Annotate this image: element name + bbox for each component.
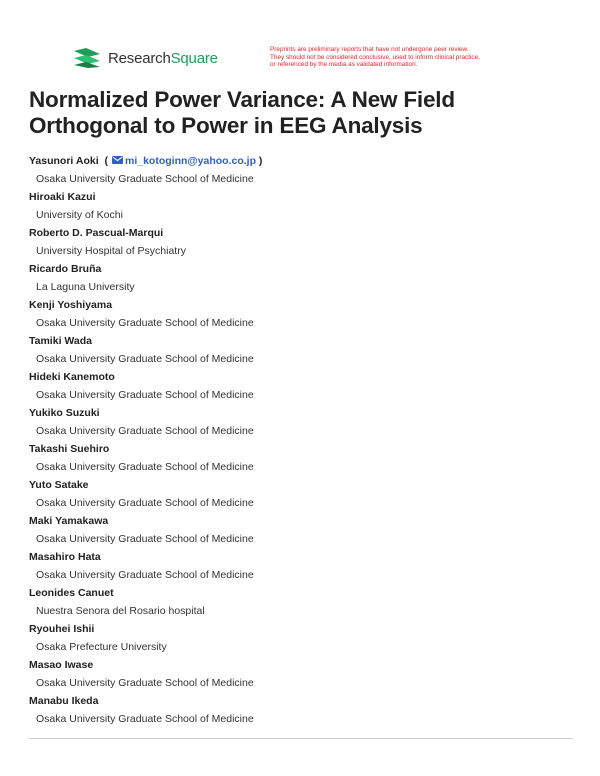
author-name-line — [29, 153, 569, 169]
author-entry — [29, 657, 569, 693]
author-name: Yasunori Aoki — [29, 155, 99, 167]
author-entry — [29, 621, 569, 657]
author-affiliation: Osaka University Graduate School of Medicine — [36, 353, 254, 365]
author-entry — [29, 585, 569, 621]
author-entry — [29, 225, 569, 261]
divider — [29, 738, 573, 739]
author-name: Ryouhei Ishii — [29, 623, 95, 635]
header — [0, 0, 600, 80]
research-square-logo[interactable] — [74, 48, 218, 68]
author-name: Kenji Yoshiyama — [29, 299, 113, 311]
author-name: Takashi Suehiro — [29, 443, 110, 455]
author-entry — [29, 441, 569, 477]
author-entry — [29, 513, 569, 549]
research-square-logo-icon — [74, 48, 100, 68]
preprint-disclaimer — [270, 46, 545, 69]
author-affiliation: Osaka University Graduate School of Medicine — [36, 713, 254, 725]
paren-open: ( — [101, 155, 108, 167]
author-entry — [29, 153, 569, 189]
logo-text-research: Research — [108, 49, 171, 67]
paper-title-line: Orthogonal to Power in EEG Analysis — [29, 113, 423, 138]
author-name: Roberto D. Pascual-Marqui — [29, 227, 164, 239]
author-affiliation: Osaka University Graduate School of Medicine — [36, 461, 254, 473]
mail-icon — [112, 156, 123, 164]
author-name: Leonides Canuet — [29, 587, 114, 599]
author-email-link[interactable]: mi_kotoginn@yahoo.co.jp — [124, 155, 256, 167]
author-affiliation: Osaka University Graduate School of Medicine — [36, 497, 254, 509]
disclaimer-line: They should not be considered conclusive, used to inform clinical practice, — [270, 53, 480, 61]
paper-title — [29, 87, 569, 139]
author-affiliation: Osaka University Graduate School of Medicine — [36, 173, 254, 185]
author-affiliation: Osaka University Graduate School of Medicine — [36, 389, 254, 401]
author-entry — [29, 549, 569, 585]
author-affiliation: Osaka University Graduate School of Medicine — [36, 677, 254, 689]
paper-title-line: Normalized Power Variance: A New Field — [29, 87, 455, 112]
author-name: Manabu Ikeda — [29, 695, 99, 707]
author-affiliation: Nuestra Senora del Rosario hospital — [36, 605, 205, 617]
author-affiliation: University Hospital of Psychiatry — [36, 245, 186, 257]
author-entry — [29, 333, 569, 369]
author-name: Hideki Kanemoto — [29, 371, 115, 383]
author-name: Ricardo Bruña — [29, 263, 102, 275]
author-name: Tamiki Wada — [29, 335, 93, 347]
disclaimer-line: or referenced by the media as validated information. — [270, 61, 418, 69]
author-entry — [29, 405, 569, 441]
logo-text — [108, 50, 218, 67]
logo-text-square: Square — [170, 49, 218, 67]
author-name: Maki Yamakawa — [29, 515, 109, 527]
author-name: Hiroaki Kazui — [29, 191, 96, 203]
author-name: Yukiko Suzuki — [29, 407, 100, 419]
author-entry — [29, 189, 569, 225]
author-list — [29, 153, 569, 729]
author-name: Masahiro Hata — [29, 551, 101, 563]
author-affiliation: University of Kochi — [36, 209, 123, 221]
author-affiliation: Osaka University Graduate School of Medicine — [36, 425, 254, 437]
paren-close: ) — [255, 155, 263, 167]
author-affiliation: Osaka University Graduate School of Medicine — [36, 569, 254, 581]
author-affiliation: Osaka University Graduate School of Medicine — [36, 533, 254, 545]
author-entry — [29, 477, 569, 513]
author-affiliation: Osaka Prefecture University — [36, 641, 167, 653]
author-entry — [29, 693, 569, 729]
author-name: Masao Iwase — [29, 659, 94, 671]
disclaimer-line: Preprints are preliminary reports that have not undergone peer review. — [270, 46, 469, 53]
author-entry — [29, 369, 569, 405]
author-entry — [29, 297, 569, 333]
author-affiliation: La Laguna University — [36, 281, 135, 293]
author-entry — [29, 261, 569, 297]
author-affiliation: Osaka University Graduate School of Medicine — [36, 317, 254, 329]
author-name: Yuto Satake — [29, 479, 89, 491]
